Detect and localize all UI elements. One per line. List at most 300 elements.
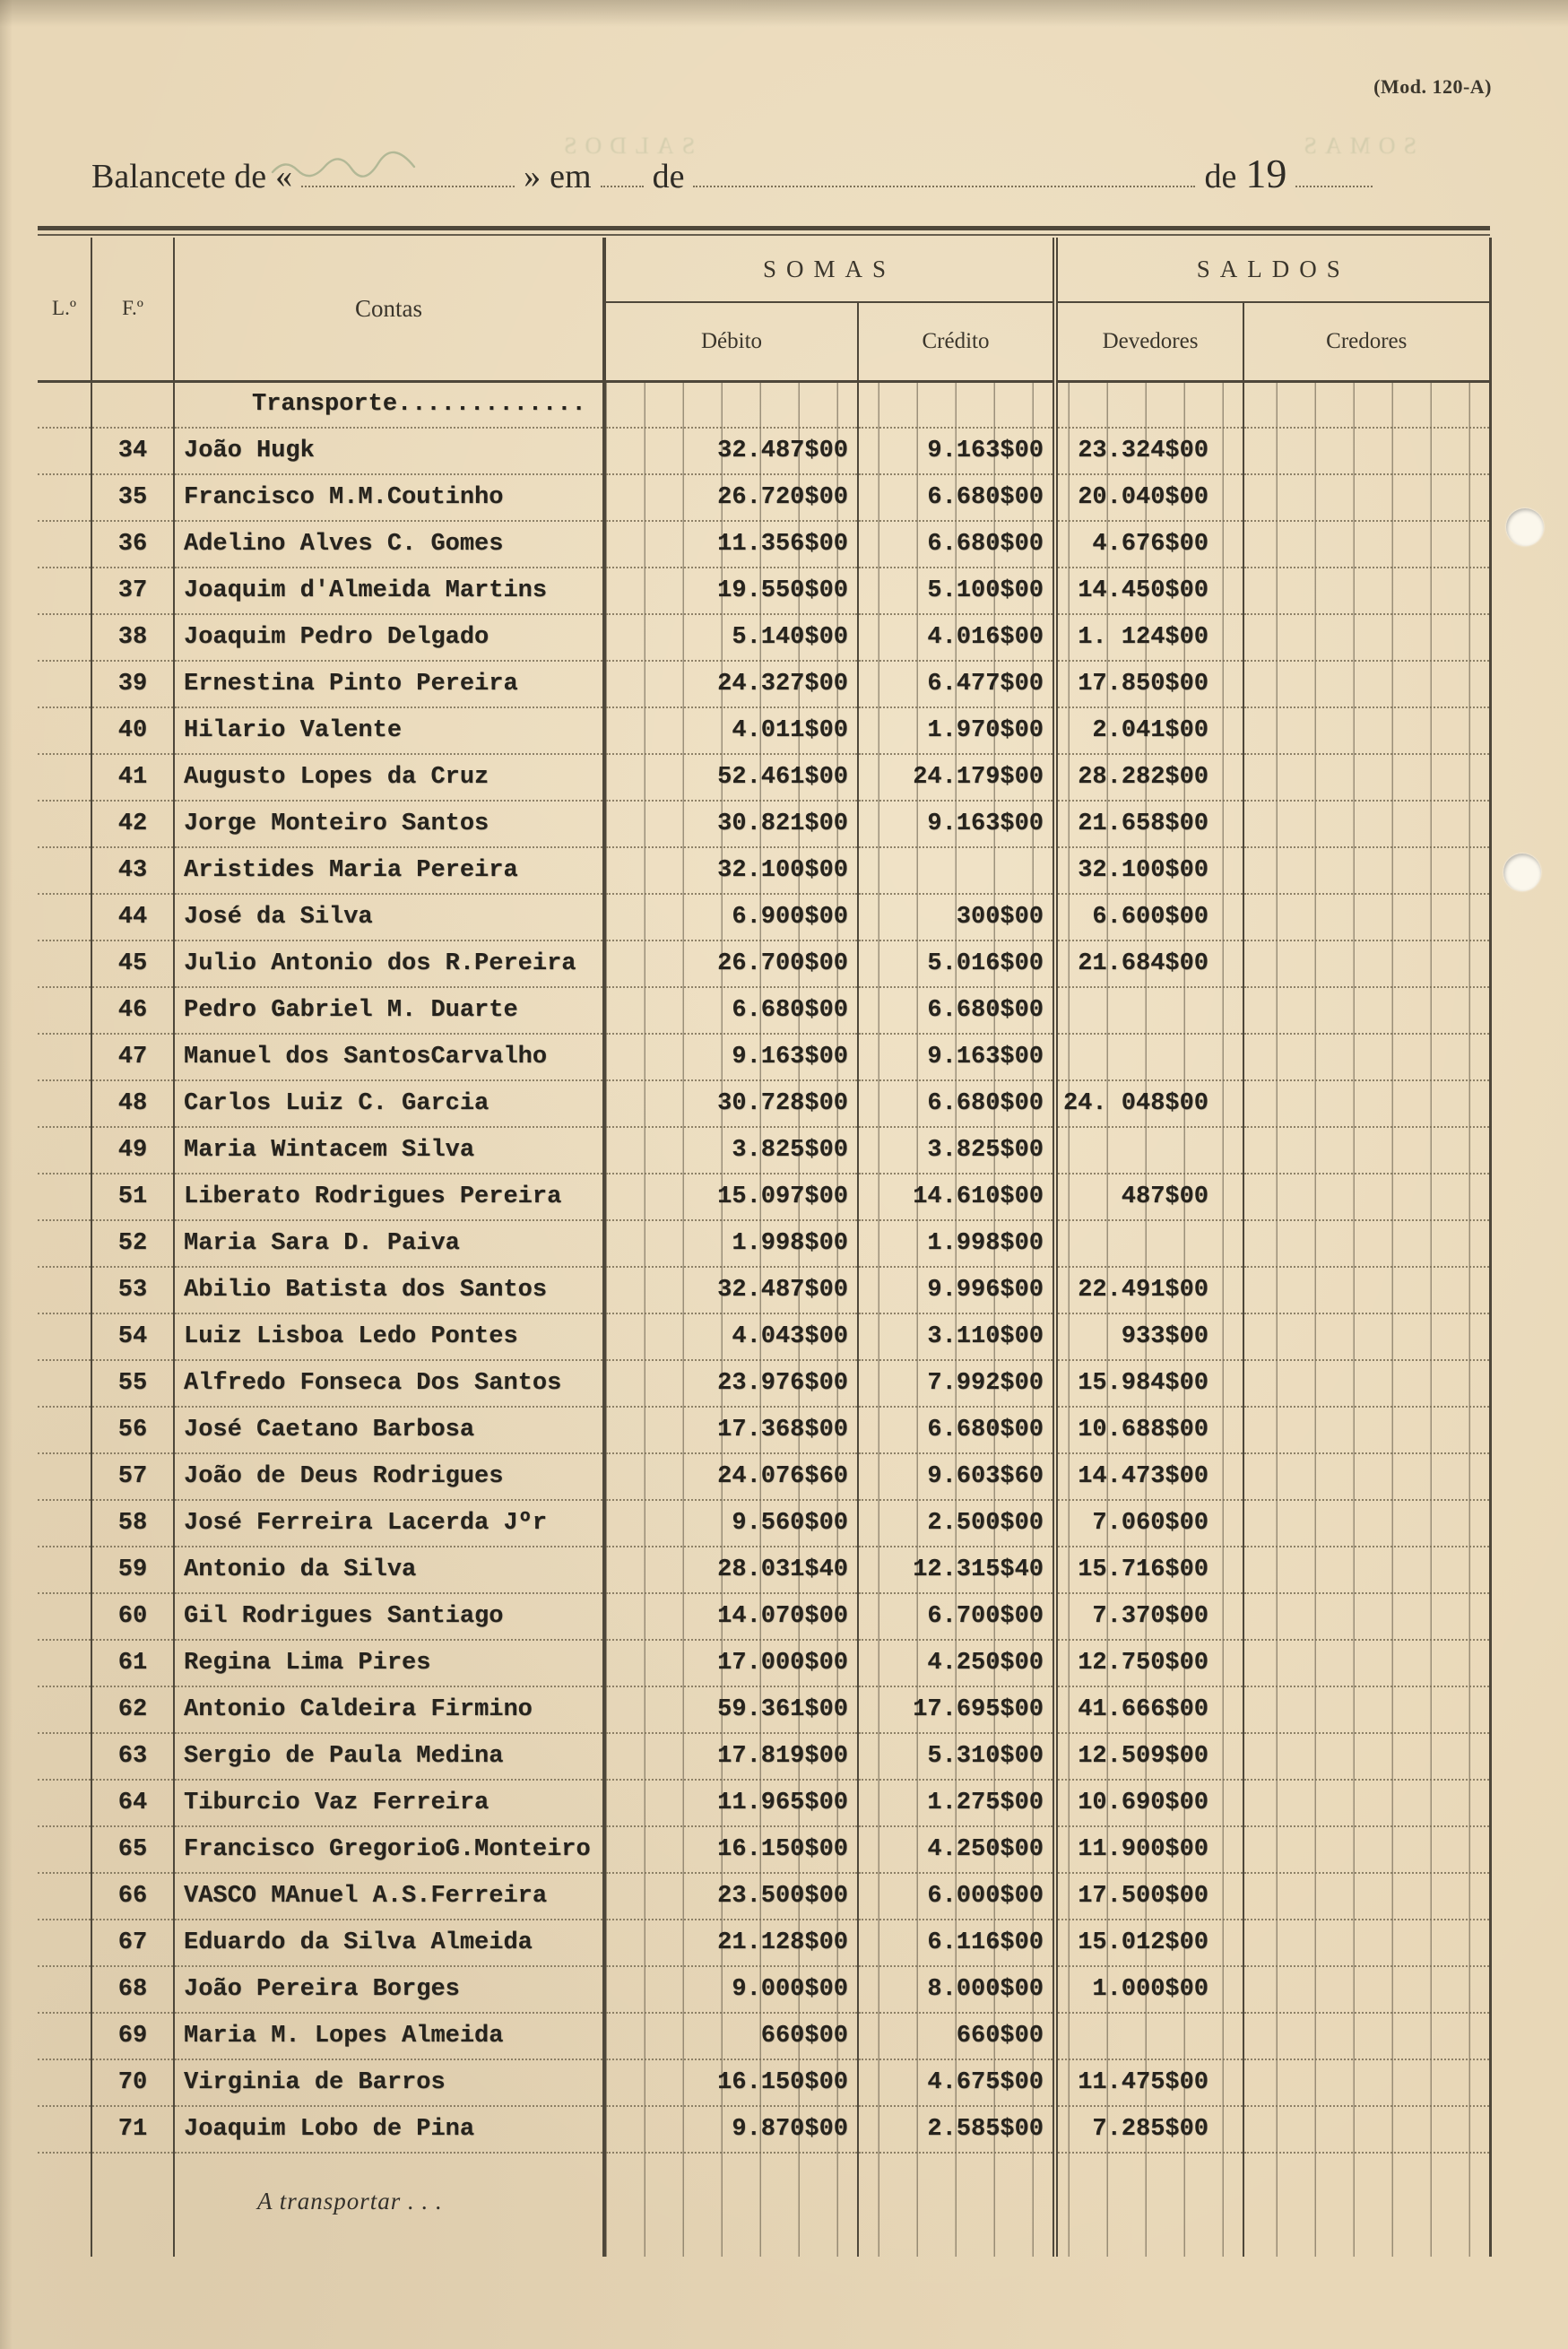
- ledger-row: [38, 521, 1490, 568]
- table-footer: [38, 2153, 1490, 2257]
- folio-number: 36: [91, 521, 174, 568]
- debit-amount: 6.680$00: [604, 987, 858, 1034]
- debit-amount: 4.043$00: [604, 1313, 858, 1360]
- creditor-balance: [1243, 2059, 1490, 2106]
- form-model-label: (Mod. 120-A): [1373, 75, 1492, 98]
- debit-amount: 4.011$00: [604, 707, 858, 754]
- ledger-cell-lo: [38, 1407, 91, 1453]
- creditor-balance: [1243, 1407, 1490, 1453]
- creditor-balance: [1243, 1686, 1490, 1733]
- ledger-row: [38, 1966, 1490, 2013]
- footer-cell-devedores: [1055, 2153, 1243, 2257]
- folio-number: 45: [91, 940, 174, 987]
- ledger-row: [38, 754, 1490, 801]
- creditor-balance: [1243, 568, 1490, 614]
- creditor-balance: [1243, 1826, 1490, 1873]
- folio-number: 53: [91, 1267, 174, 1313]
- debit-amount: 26.700$00: [604, 940, 858, 987]
- debit-amount: 9.870$00: [604, 2106, 858, 2153]
- debit-amount: 11.356$00: [604, 521, 858, 568]
- folio-number: 71: [91, 2106, 174, 2153]
- ledger-cell-lo: [38, 1686, 91, 1733]
- debit-amount: 26.720$00: [604, 474, 858, 521]
- ledger-row: [38, 1220, 1490, 1267]
- debtor-balance: 4.676$00: [1055, 521, 1243, 568]
- debtor-balance: [1055, 381, 1243, 428]
- account-name: Augusto Lopes da Cruz: [174, 754, 604, 801]
- ledger-cell-lo: [38, 1127, 91, 1174]
- debit-amount: 52.461$00: [604, 754, 858, 801]
- title-blank-month: [693, 157, 1195, 187]
- ledger-row: [38, 1640, 1490, 1686]
- debit-amount: 17.819$00: [604, 1733, 858, 1780]
- title-open-quote: «: [275, 158, 293, 195]
- debit-amount: 17.000$00: [604, 1640, 858, 1686]
- account-name: José Ferreira Lacerda Jºr: [174, 1500, 604, 1547]
- debtor-balance: 21.658$00: [1055, 801, 1243, 847]
- debtor-balance: 20.040$00: [1055, 474, 1243, 521]
- title-year-19: 19: [1245, 151, 1287, 196]
- column-header-contas: Contas: [174, 238, 604, 381]
- debtor-balance: 1.000$00: [1055, 1966, 1243, 2013]
- folio-number: 38: [91, 614, 174, 661]
- account-name: Maria Wintacem Silva: [174, 1127, 604, 1174]
- credit-amount: 6.700$00: [858, 1593, 1055, 1640]
- ledger-cell-lo: [38, 2013, 91, 2059]
- ledger-row: [38, 1593, 1490, 1640]
- ledger-cell-lo: [38, 568, 91, 614]
- creditor-balance: [1243, 1780, 1490, 1826]
- column-header-devedores: Devedores: [1055, 302, 1243, 381]
- folio-number: 48: [91, 1080, 174, 1127]
- ledger-row: [38, 1873, 1490, 1920]
- punch-hole-top: [1506, 508, 1544, 546]
- ledger-row: [38, 1826, 1490, 1873]
- account-name: Pedro Gabriel M. Duarte: [174, 987, 604, 1034]
- creditor-balance: [1243, 987, 1490, 1034]
- creditor-balance: [1243, 1640, 1490, 1686]
- folio-number: 42: [91, 801, 174, 847]
- carry-forward-row: [38, 2153, 1490, 2257]
- account-name: João Hugk: [174, 428, 604, 474]
- credit-amount: 5.100$00: [858, 568, 1055, 614]
- ledger-cell-lo: [38, 1826, 91, 1873]
- account-name: Tiburcio Vaz Ferreira: [174, 1780, 604, 1826]
- debtor-balance: 11.475$00: [1055, 2059, 1243, 2106]
- folio-number: 40: [91, 707, 174, 754]
- ledger-cell-lo: [38, 1733, 91, 1780]
- credit-amount: 6.680$00: [858, 474, 1055, 521]
- footer-cell-credores: [1243, 2153, 1490, 2257]
- credit-amount: 14.610$00: [858, 1174, 1055, 1220]
- debit-amount: 5.140$00: [604, 614, 858, 661]
- debtor-balance: 12.509$00: [1055, 1733, 1243, 1780]
- folio-number: 62: [91, 1686, 174, 1733]
- ledger-row: [38, 1733, 1490, 1780]
- account-name: Hilario Valente: [174, 707, 604, 754]
- credit-amount: 4.250$00: [858, 1640, 1055, 1686]
- credit-amount: 6.000$00: [858, 1873, 1055, 1920]
- ledger-row: [38, 1034, 1490, 1080]
- account-name: João Pereira Borges: [174, 1966, 604, 2013]
- debtor-balance: [1055, 1127, 1243, 1174]
- account-name: Sergio de Paula Medina: [174, 1733, 604, 1780]
- ledger-cell-fo: [91, 381, 174, 428]
- ledger-cell-lo: [38, 1360, 91, 1407]
- reverse-side-bleed-through: [556, 133, 1416, 160]
- debtor-balance: [1055, 2013, 1243, 2059]
- ledger-row: [38, 661, 1490, 707]
- folio-number: 57: [91, 1453, 174, 1500]
- credit-amount: 1.275$00: [858, 1780, 1055, 1826]
- ledger-cell-lo: [38, 707, 91, 754]
- debtor-balance: 17.500$00: [1055, 1873, 1243, 1920]
- ledger-cell-lo: [38, 614, 91, 661]
- creditor-balance: [1243, 381, 1490, 428]
- debtor-balance: 1. 124$00: [1055, 614, 1243, 661]
- account-name: Carlos Luiz C. Garcia: [174, 1080, 604, 1127]
- credit-amount: 8.000$00: [858, 1966, 1055, 2013]
- credit-amount: 3.110$00: [858, 1313, 1055, 1360]
- debtor-balance: 7.285$00: [1055, 2106, 1243, 2153]
- account-name: Manuel dos SantosCarvalho: [174, 1034, 604, 1080]
- ledger-row: [38, 1780, 1490, 1826]
- folio-number: 52: [91, 1220, 174, 1267]
- debtor-balance: 6.600$00: [1055, 894, 1243, 940]
- folio-number: 58: [91, 1500, 174, 1547]
- debit-amount: 21.128$00: [604, 1920, 858, 1966]
- account-name: Joaquim Lobo de Pina: [174, 2106, 604, 2153]
- footer-cell-credito: [858, 2153, 1055, 2257]
- debit-amount: [604, 381, 858, 428]
- ledger-cell-lo: [38, 940, 91, 987]
- footer-cell-debito: [604, 2153, 858, 2257]
- account-name: Ernestina Pinto Pereira: [174, 661, 604, 707]
- creditor-balance: [1243, 1080, 1490, 1127]
- ledger-row: [38, 2106, 1490, 2153]
- creditor-balance: [1243, 707, 1490, 754]
- account-name: Francisco GregorioG.Monteiro: [174, 1826, 604, 1873]
- credit-amount: [858, 847, 1055, 894]
- folio-number: 41: [91, 754, 174, 801]
- ledger-row: [38, 568, 1490, 614]
- account-name: Regina Lima Pires: [174, 1640, 604, 1686]
- debit-amount: 660$00: [604, 2013, 858, 2059]
- ledger-cell-lo: [38, 1267, 91, 1313]
- title-close-quote: »: [524, 158, 541, 195]
- folio-number: 49: [91, 1127, 174, 1174]
- credit-amount: 6.680$00: [858, 987, 1055, 1034]
- creditor-balance: [1243, 801, 1490, 847]
- debit-amount: 23.500$00: [604, 1873, 858, 1920]
- debit-amount: 30.821$00: [604, 801, 858, 847]
- debtor-balance: 32.100$00: [1055, 847, 1243, 894]
- credit-amount: 4.675$00: [858, 2059, 1055, 2106]
- creditor-balance: [1243, 940, 1490, 987]
- debit-amount: 1.998$00: [604, 1220, 858, 1267]
- ledger-row: [38, 801, 1490, 847]
- title-de1: de: [652, 158, 685, 195]
- transporte-label: Transporte.............: [174, 381, 604, 428]
- ledger-cell-lo: [38, 1500, 91, 1547]
- creditor-balance: [1243, 661, 1490, 707]
- account-name: Aristides Maria Pereira: [174, 847, 604, 894]
- ledger-cell-lo: [38, 754, 91, 801]
- ledger-row: [38, 614, 1490, 661]
- ledger-cell-lo: [38, 521, 91, 568]
- folio-number: 65: [91, 1826, 174, 1873]
- folio-number: 56: [91, 1407, 174, 1453]
- folio-number: 39: [91, 661, 174, 707]
- ledger-row: [38, 1453, 1490, 1500]
- creditor-balance: [1243, 1547, 1490, 1593]
- ledger-row: [38, 1547, 1490, 1593]
- scan-edge-shadow-left: [0, 0, 13, 2349]
- carry-forward-note: A transportar . . .: [174, 2153, 604, 2257]
- account-name: Francisco M.M.Coutinho: [174, 474, 604, 521]
- footer-cell-fo: [91, 2153, 174, 2257]
- credit-amount: 3.825$00: [858, 1127, 1055, 1174]
- ledger-row: [38, 894, 1490, 940]
- ledger-cell-lo: [38, 1313, 91, 1360]
- debtor-balance: 15.716$00: [1055, 1547, 1243, 1593]
- account-name: Gil Rodrigues Santiago: [174, 1593, 604, 1640]
- debit-amount: 24.076$60: [604, 1453, 858, 1500]
- ledger-cell-lo: [38, 1034, 91, 1080]
- debit-amount: 6.900$00: [604, 894, 858, 940]
- folio-number: 35: [91, 474, 174, 521]
- folio-number: 66: [91, 1873, 174, 1920]
- ledger-row: [38, 1407, 1490, 1453]
- ledger-cell-lo: [38, 1080, 91, 1127]
- title-blank-day: [601, 157, 644, 187]
- creditor-balance: [1243, 428, 1490, 474]
- ledger-cell-lo: [38, 1780, 91, 1826]
- ledger-cell-lo: [38, 1966, 91, 2013]
- ledger-row: [38, 2013, 1490, 2059]
- ledger-cell-lo: [38, 1920, 91, 1966]
- credit-amount: 24.179$00: [858, 754, 1055, 801]
- debtor-balance: [1055, 1220, 1243, 1267]
- credit-amount: 1.998$00: [858, 1220, 1055, 1267]
- folio-number: 43: [91, 847, 174, 894]
- credit-amount: 6.477$00: [858, 661, 1055, 707]
- folio-number: 55: [91, 1360, 174, 1407]
- credit-amount: 7.992$00: [858, 1360, 1055, 1407]
- punch-hole-bottom: [1503, 854, 1541, 891]
- debtor-balance: 17.850$00: [1055, 661, 1243, 707]
- ledger-row: [38, 474, 1490, 521]
- debit-amount: 3.825$00: [604, 1127, 858, 1174]
- credit-amount: 9.163$00: [858, 1034, 1055, 1080]
- debtor-balance: 14.450$00: [1055, 568, 1243, 614]
- credit-amount: 4.016$00: [858, 614, 1055, 661]
- credit-amount: [858, 381, 1055, 428]
- folio-number: 70: [91, 2059, 174, 2106]
- ledger-cell-lo: [38, 2059, 91, 2106]
- ledger-cell-lo: [38, 801, 91, 847]
- account-name: Eduardo da Silva Almeida: [174, 1920, 604, 1966]
- debtor-balance: 10.688$00: [1055, 1407, 1243, 1453]
- ledger-cell-lo: [38, 1547, 91, 1593]
- debtor-balance: 12.750$00: [1055, 1640, 1243, 1686]
- debtor-balance: 15.984$00: [1055, 1360, 1243, 1407]
- account-name: Abilio Batista dos Santos: [174, 1267, 604, 1313]
- debtor-balance: 10.690$00: [1055, 1780, 1243, 1826]
- creditor-balance: [1243, 1127, 1490, 1174]
- debit-amount: 14.070$00: [604, 1593, 858, 1640]
- footer-cell-lo: [38, 2153, 91, 2257]
- ledger-row: [38, 1686, 1490, 1733]
- ledger-cell-lo: [38, 894, 91, 940]
- credit-amount: 9.163$00: [858, 801, 1055, 847]
- table-header: [38, 238, 1490, 381]
- credit-amount: 9.996$00: [858, 1267, 1055, 1313]
- account-name: Adelino Alves C. Gomes: [174, 521, 604, 568]
- folio-number: 51: [91, 1174, 174, 1220]
- column-header-credito: Crédito: [858, 302, 1055, 381]
- debit-amount: 19.550$00: [604, 568, 858, 614]
- ledger-cell-lo: [38, 2106, 91, 2153]
- account-name: Alfredo Fonseca Dos Santos: [174, 1360, 604, 1407]
- ledger-row: [38, 1080, 1490, 1127]
- column-header-debito: Débito: [604, 302, 858, 381]
- credit-amount: 660$00: [858, 2013, 1055, 2059]
- creditor-balance: [1243, 1593, 1490, 1640]
- ledger-rows-host: [38, 381, 1490, 2153]
- account-name: Antonio Caldeira Firmino: [174, 1686, 604, 1733]
- ledger-cell-lo: [38, 1873, 91, 1920]
- creditor-balance: [1243, 1220, 1490, 1267]
- ledger-row: [38, 707, 1490, 754]
- creditor-balance: [1243, 1034, 1490, 1080]
- folio-number: 34: [91, 428, 174, 474]
- debit-amount: 59.361$00: [604, 1686, 858, 1733]
- scan-edge-shadow-top: [0, 0, 1568, 27]
- creditor-balance: [1243, 1174, 1490, 1220]
- ledger-cell-lo: [38, 1640, 91, 1686]
- debit-amount: 15.097$00: [604, 1174, 858, 1220]
- credit-amount: 12.315$40: [858, 1547, 1055, 1593]
- credit-amount: 9.603$60: [858, 1453, 1055, 1500]
- debit-amount: 11.965$00: [604, 1780, 858, 1826]
- account-name: Joaquim Pedro Delgado: [174, 614, 604, 661]
- ledger-cell-lo: [38, 474, 91, 521]
- debtor-balance: 22.491$00: [1055, 1267, 1243, 1313]
- debit-amount: 9.560$00: [604, 1500, 858, 1547]
- title-blank-year: [1295, 157, 1373, 187]
- table-top-rule-thin: [38, 234, 1490, 236]
- creditor-balance: [1243, 1360, 1490, 1407]
- creditor-balance: [1243, 1313, 1490, 1360]
- bleed-somas-label: SOMAS: [1295, 133, 1416, 159]
- ledger-row: [38, 987, 1490, 1034]
- creditor-balance: [1243, 614, 1490, 661]
- ledger-row: [38, 940, 1490, 987]
- ledger-cell-lo: [38, 1220, 91, 1267]
- creditor-balance: [1243, 1500, 1490, 1547]
- debtor-balance: 15.012$00: [1055, 1920, 1243, 1966]
- debit-amount: 28.031$40: [604, 1547, 858, 1593]
- account-name: José da Silva: [174, 894, 604, 940]
- ledger-row: [38, 1174, 1490, 1220]
- ledger-row: [38, 1127, 1490, 1174]
- balance-table-wrap: [38, 226, 1490, 2257]
- debit-amount: 16.150$00: [604, 2059, 858, 2106]
- debtor-balance: 933$00: [1055, 1313, 1243, 1360]
- ledger-row: [38, 1920, 1490, 1966]
- debtor-balance: 23.324$00: [1055, 428, 1243, 474]
- creditor-balance: [1243, 1733, 1490, 1780]
- debit-amount: 24.327$00: [604, 661, 858, 707]
- transporte-row: [38, 381, 1490, 428]
- title-blank-name: [301, 157, 515, 187]
- credit-amount: 6.680$00: [858, 1407, 1055, 1453]
- debit-amount: 9.000$00: [604, 1966, 858, 2013]
- ledger-row: [38, 1500, 1490, 1547]
- folio-number: 68: [91, 1966, 174, 2013]
- account-name: Joaquim d'Almeida Martins: [174, 568, 604, 614]
- creditor-balance: [1243, 1267, 1490, 1313]
- ledger-cell-lo: [38, 1174, 91, 1220]
- debit-amount: 32.487$00: [604, 1267, 858, 1313]
- debtor-balance: 21.684$00: [1055, 940, 1243, 987]
- folio-number: 69: [91, 2013, 174, 2059]
- creditor-balance: [1243, 1920, 1490, 1966]
- debit-amount: 23.976$00: [604, 1360, 858, 1407]
- account-name: Jorge Monteiro Santos: [174, 801, 604, 847]
- form-title: [91, 151, 1454, 196]
- ledger-row: [38, 428, 1490, 474]
- ledger-cell-lo: [38, 381, 91, 428]
- folio-number: 37: [91, 568, 174, 614]
- ledger-cell-lo: [38, 661, 91, 707]
- debtor-balance: [1055, 987, 1243, 1034]
- creditor-balance: [1243, 894, 1490, 940]
- folio-number: 54: [91, 1313, 174, 1360]
- account-name: Virginia de Barros: [174, 2059, 604, 2106]
- debtor-balance: 41.666$00: [1055, 1686, 1243, 1733]
- ledger-cell-lo: [38, 847, 91, 894]
- ledger-row: [38, 847, 1490, 894]
- bleed-saldos-label: SALDOS: [556, 133, 696, 159]
- folio-number: 64: [91, 1780, 174, 1826]
- ledger-row: [38, 2059, 1490, 2106]
- debtor-balance: 14.473$00: [1055, 1453, 1243, 1500]
- credit-amount: 17.695$00: [858, 1686, 1055, 1733]
- group-header-saldos: SALDOS: [1055, 238, 1490, 302]
- credit-amount: 2.585$00: [858, 2106, 1055, 2153]
- creditor-balance: [1243, 1966, 1490, 2013]
- debtor-balance: 11.900$00: [1055, 1826, 1243, 1873]
- debtor-balance: 7.060$00: [1055, 1500, 1243, 1547]
- folio-number: 47: [91, 1034, 174, 1080]
- debtor-balance: 7.370$00: [1055, 1593, 1243, 1640]
- ledger-row: [38, 1313, 1490, 1360]
- creditor-balance: [1243, 847, 1490, 894]
- group-header-somas: SOMAS: [604, 238, 1055, 302]
- folio-number: 63: [91, 1733, 174, 1780]
- account-name: VASCO MAnuel A.S.Ferreira: [174, 1873, 604, 1920]
- debit-amount: 16.150$00: [604, 1826, 858, 1873]
- debtor-balance: 24. 048$00: [1055, 1080, 1243, 1127]
- ledger-cell-lo: [38, 987, 91, 1034]
- creditor-balance: [1243, 754, 1490, 801]
- credit-amount: 9.163$00: [858, 428, 1055, 474]
- account-name: José Caetano Barbosa: [174, 1407, 604, 1453]
- folio-number: 44: [91, 894, 174, 940]
- debit-amount: 32.100$00: [604, 847, 858, 894]
